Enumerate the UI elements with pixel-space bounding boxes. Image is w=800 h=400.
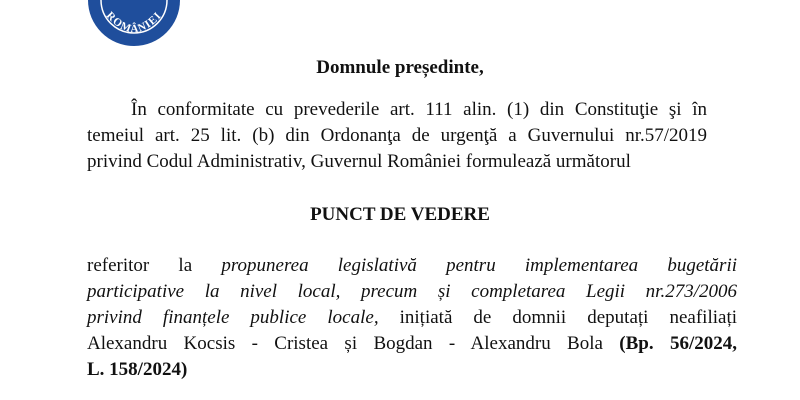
reference-number: (Bp. 56/2024,	[619, 333, 737, 354]
intro-line: privind Codul Administrativ, Guvernul României formulează următorul	[87, 151, 631, 172]
intro-line: În conformitate cu prevederile art. 111 alin. (1) din Constituţie şi în	[131, 99, 707, 120]
salutation: Domnule președinte,	[316, 57, 484, 78]
intro-paragraph	[87, 97, 707, 175]
proposal-title: participative la nivel local, precum și completarea Legii nr.273/2006	[87, 281, 737, 302]
proposal-title: propunerea legislativă pentru implementarea bugetării	[221, 255, 738, 276]
seal-text: ROMÂNIEI	[103, 9, 165, 36]
proposal-title: privind finanțele publice locale,	[87, 307, 379, 328]
government-seal-icon	[86, 0, 182, 48]
document-heading: PUNCT DE VEDERE	[310, 204, 490, 225]
intro-line: temeiul art. 25 lit. (b) din Ordonanţa de urgenţă a Guvernului nr.57/2019	[87, 125, 707, 146]
body-text: referitor la	[87, 255, 222, 276]
authors-text: Alexandru Kocsis - Cristea și Bogdan - Alexandru Bola	[87, 333, 620, 354]
body-paragraph	[87, 253, 737, 383]
reference-number: L. 158/2024)	[87, 359, 188, 380]
body-text: inițiată de domnii deputați neafiliați	[378, 307, 737, 328]
